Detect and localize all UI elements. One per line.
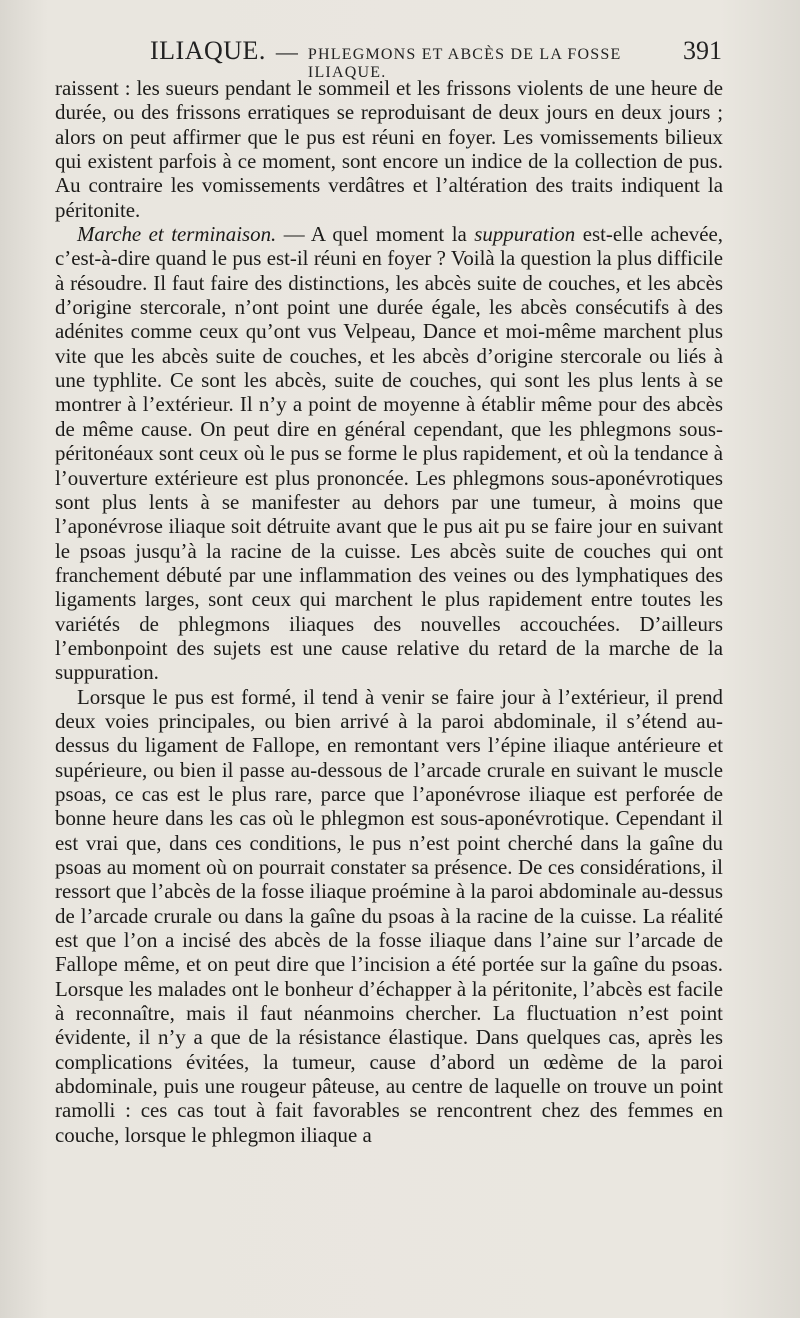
paragraph-continuation (55, 76, 723, 222)
section-heading-italic: Marche et terminaison. (77, 222, 277, 247)
text-segment: Lorsque le pus est formé, il tend à venir se faire jour à l’extérieur, il prend deux voies principales, ou bien arrivé à la paroi abdominale, il s’étend au-dessus du ligament de Fallope, en remontant vers l’épine iliaque antérieure et supérieure, ou bien il passe au-dessous de l’arcade crurale en suivant le muscle psoas, ce cas est le plus rare, parce que l’aponévrose iliaque est perforée de bonne heure dans les cas où le phlegmon est sous-aponévrotique. Cependant il est vrai que, dans ces conditions, le pus n’est point cherché dans la gaîne du psoas au moment où on pourrait constater sa présence. De ces considérations, il ressort que l’abcès de la fosse iliaque proémine à la paroi abdominale au-dessus de l’arcade crurale ou dans la gaîne du psoas à la racine de la cuisse. La réalité est que l’on a incisé des abcès de la fosse iliaque dans l’aine sur l’arcade de Fallope même, et on peut dire que l’incision a été portée sur la gaîne du psoas. Lorsque les malades ont le bonheur d’échapper à la péritonite, l’abcès est facile à reconnaître, mais il faut néanmoins chercher. La fluctuation n’est point évidente, il n’y a que de la résistance élastique. Dans quelques cas, après les complications évitées, la tumeur, cause d’abord un œdème de la paroi abdominale, puis une rougeur pâteuse, au centre de laquelle on trouve un point ramolli : ces cas tout à fait favorables se rencontrent chez des femmes en couche, lorsque le phlegmon iliaque a (55, 684, 723, 1147)
emphasis-italic: suppuration (474, 222, 576, 247)
running-title-main: ILIAQUE. (150, 36, 266, 65)
running-title-subtitle: PHLEGMONS ET ABCÈS DE LA FOSSE ILIAQUE. (307, 46, 622, 81)
text-segment: est-elle achevée, c’est-à-dire quand le pus est-il réuni en foyer ? Voilà la question la plus difficile à résoudre. Il faut faire des distinctions, les abcès suite de couches, et les abcès d’origine stercorale, n’ont point une durée égale, les abcès consécutifs à des adénites comme ceux qu’ont vus Velpeau, Dance et moi-même marchent plus vite que les abcès suite de couches, et les abcès d’origine stercorale ou liés à une typhlite. Ce sont les abcès, suite de couches, qui sont les plus lents à se montrer à l’extérieur. Il n’y a point de moyenne à établir même pour des abcès de même cause. On peut dire en général cependant, que les phlegmons sous-péritonéaux sont ceux où le pus se forme le plus rapidement, et où la tendance à l’ouverture extérieure est plus prononcée. Les phlegmons sous-aponévrotiques sont plus lents à se manifester au dehors par une tumeur, à moins que l’aponévrose iliaque soit détruite avant que le pus ait pu se faire jour en suivant le psoas jusqu’à la racine de la cuisse. Les abcès suite de couches qui ont franchement débuté par une inflammation des veines ou des lymphatiques des ligaments larges, sont ceux qui marchent le plus rapidement entre toutes les variétés de phlegmons iliaques des nouvelles accouchées. D’ailleurs l’embonpoint des sujets est une cause relative du retard de la marche de la suppuration. (55, 222, 723, 685)
body-text (55, 76, 723, 1147)
text-segment: raissent : les sueurs pendant le sommeil et les frissons violents de une heure de durée, ou des frissons erratiques se reproduisant de deux jours en deux jours ; alors on peut affirmer que le pus est réuni en foyer. Les vomissements bilieux qui existent parfois à ce moment, sont encore un indice de la collection de pus. Au contraire les vomissements verdâtres et l’altération des traits indiquent la péritonite. (55, 76, 723, 222)
running-title-separator: — (275, 39, 298, 64)
page-number: 391 (683, 36, 722, 65)
paragraph-pus-forme (55, 685, 723, 1148)
text-segment: — A quel moment la (276, 222, 475, 247)
paragraph-marche-et-terminaison (55, 222, 723, 685)
